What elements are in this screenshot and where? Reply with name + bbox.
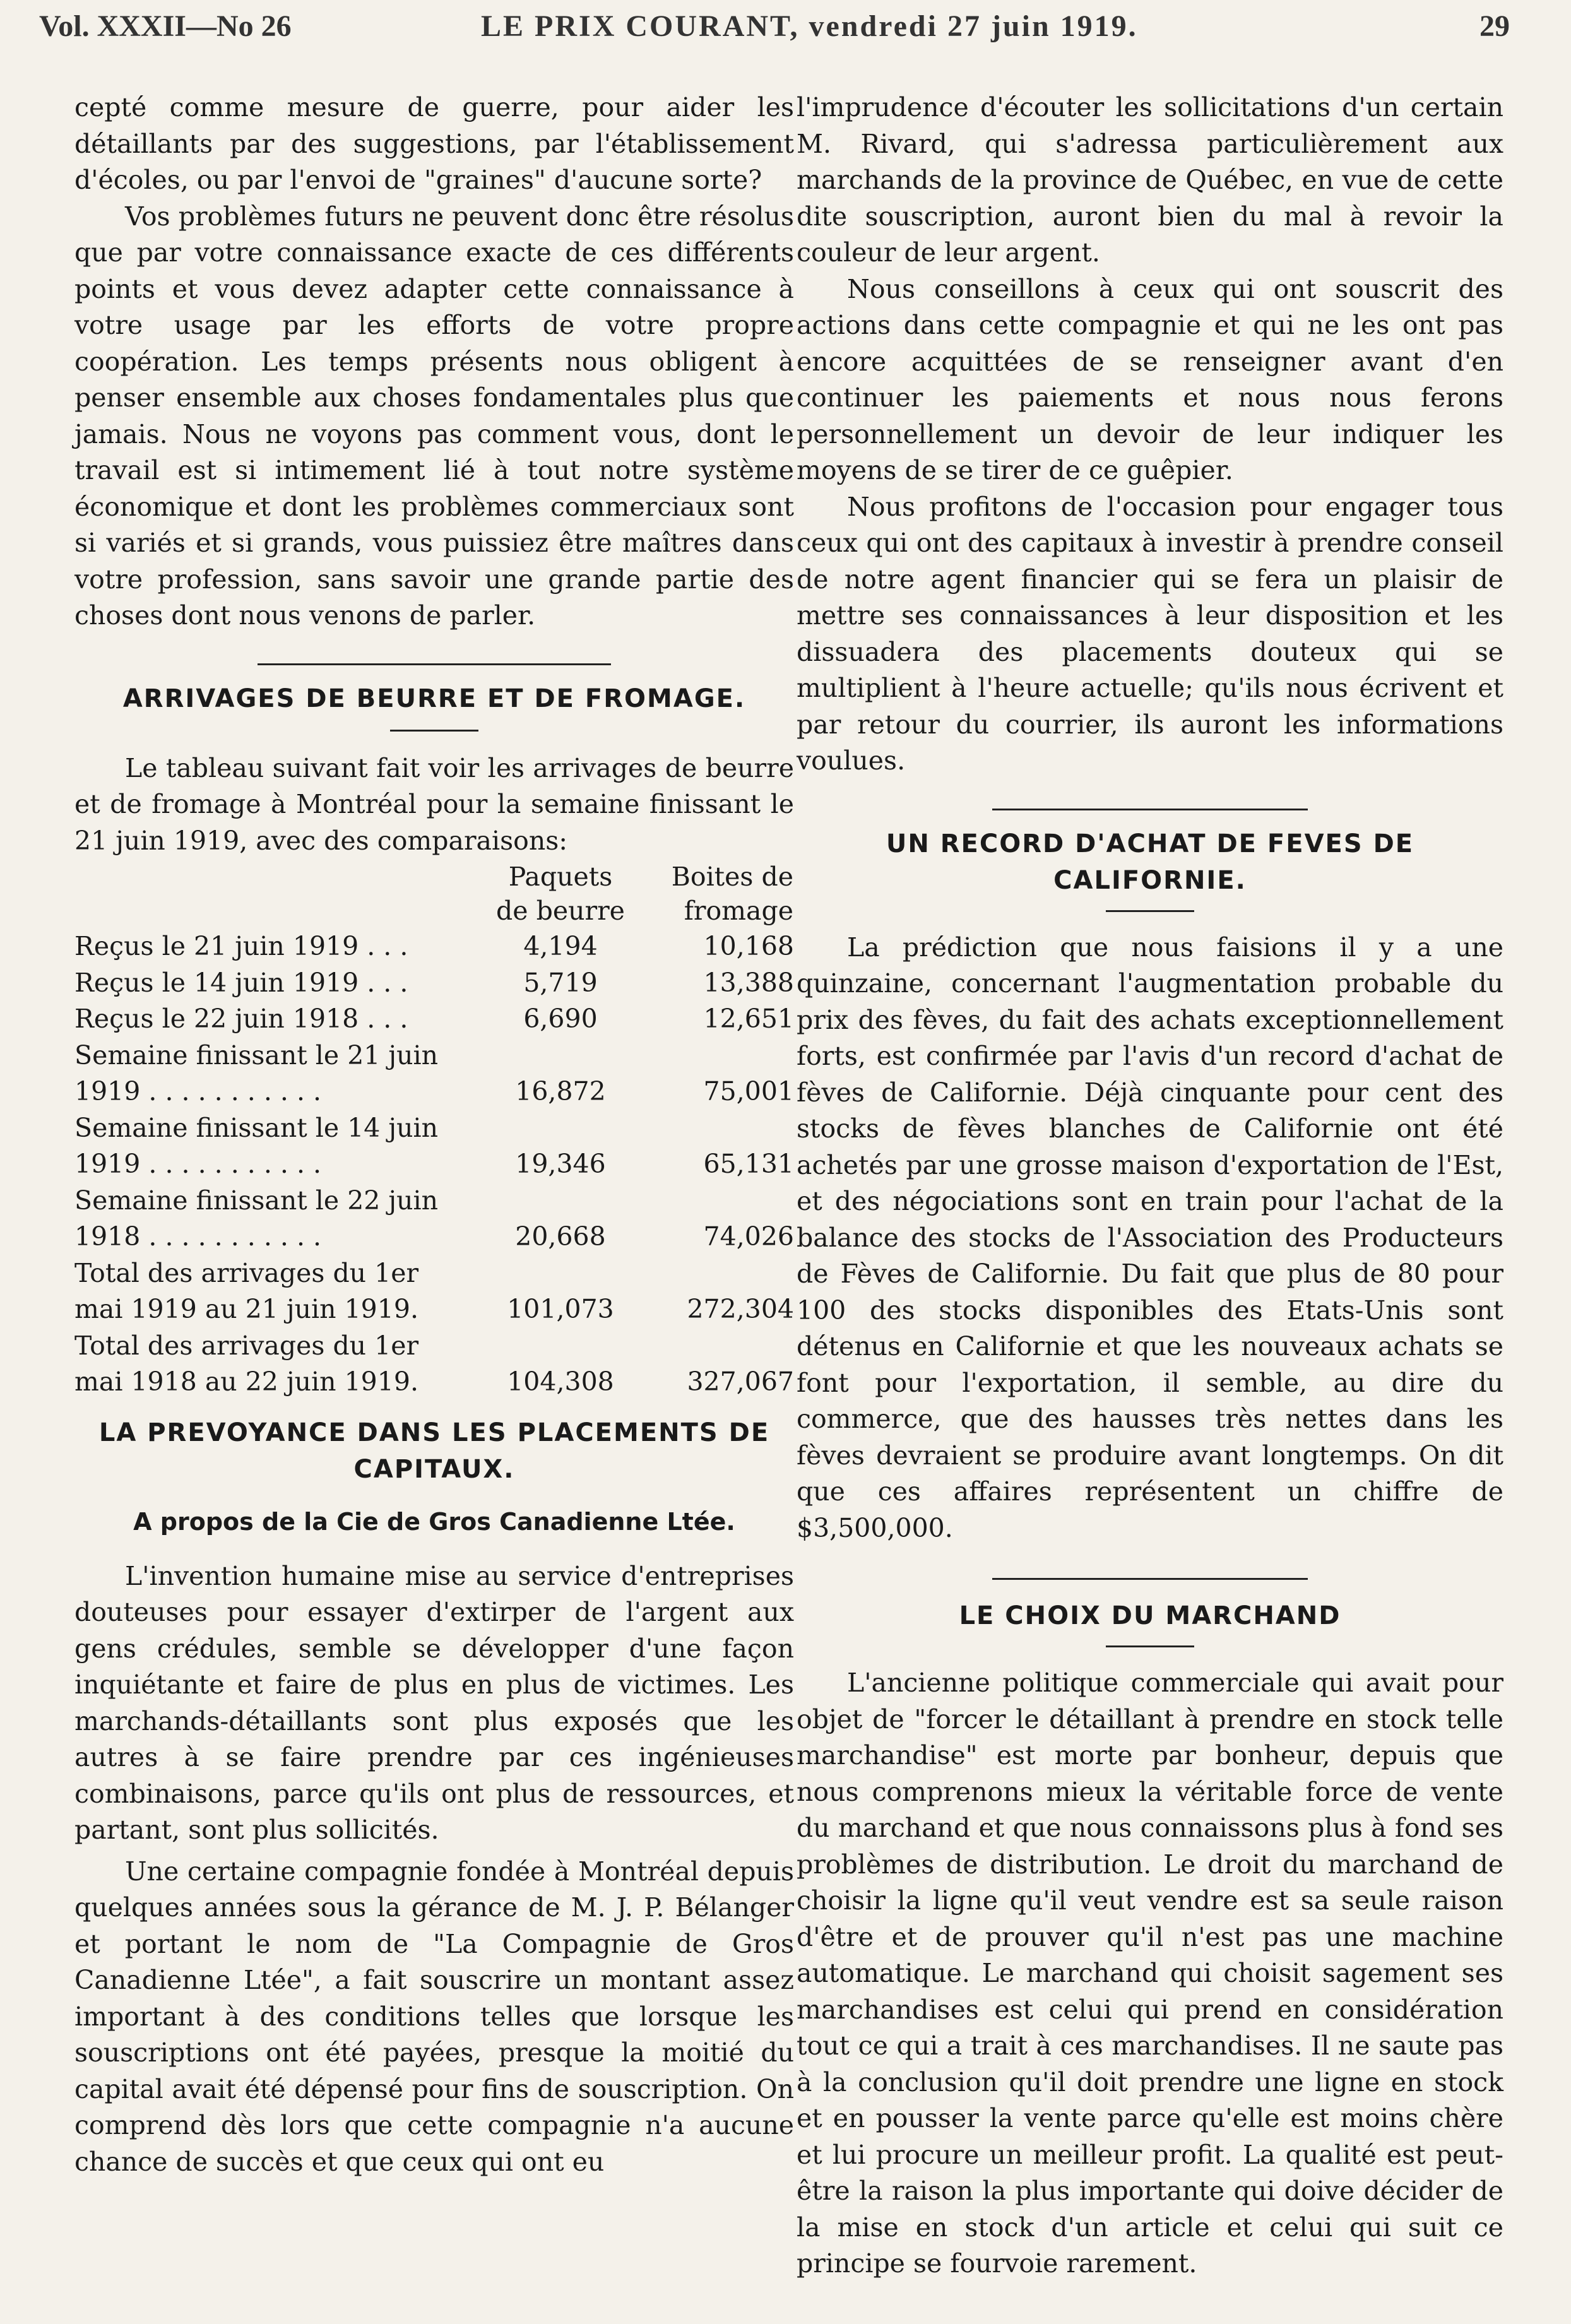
feves-title-line2: CALIFORNIE.: [1053, 865, 1247, 895]
section-divider: [992, 1578, 1308, 1580]
beurre-value: 104,308: [507, 1367, 614, 1397]
fromage-value: 272,304: [687, 1294, 794, 1324]
arrivages-table: [74, 859, 794, 1401]
intro-paragraph-1: cepté comme mesure de guerre, pour aider les détaillants par des suggestions, par l'établissement d'écoles, ou par l'envoi de "graines" d'aucune sorte?: [74, 92, 794, 195]
row-label: Semaine finissant le 14 juin: [74, 1112, 439, 1143]
row-label: Semaine finissant le 21 juin: [74, 1040, 439, 1070]
continuation-paragraph-2: Nous conseillons à ceux qui ont souscrit des actions dans cette compagnie et qui ne les ont pas encore acquittées de se renseigner avant d'en continuer les paiements et nous nous ferons personnellement un devoir de leur indiquer les moyens de se tirer de ce guêpier.: [797, 273, 1503, 485]
row-label-continued: 1918 . . . . . . . . . . .: [74, 1221, 322, 1252]
title-underline: [1106, 1645, 1194, 1647]
prevoyance-subtitle: A propos de la Cie de Gros Canadienne Ltée.: [133, 1507, 735, 1536]
row-label-continued: mai 1919 au 21 juin 1919.: [74, 1294, 418, 1324]
feves-title: [797, 826, 1503, 899]
row-label-continued: 1919 . . . . . . . . . . .: [74, 1149, 322, 1179]
volume-number: Vol. XXXII—No 26: [39, 9, 292, 43]
table-row: [74, 1183, 794, 1255]
feves-paragraph: La prédiction que nous faisions il y a une quinzaine, concernant l'augmentation probable du prix des fèves, du fait des achats exceptionnellement forts, est confirmée par l'avis d'un record d'achat de fèves de Californie. Déjà cinquante pour cent des stocks de fèves blanches de Californie ont été achetés par une grosse maison d'exportation de l'Est, et des négociations sont en train pour l'achat de la balance des stocks de l'Association des Producteurs de Fèves de Californie. Du fait que plus de 80 pour 100 des stocks disponibles des Etats-Unis sont détenus en Californie et que les nouveaux achats se font pour l'exportation, il semble, au dire du commerce, que des hausses très nettes dans les fèves devraient se produire avant longtemps. On dit que ces affaires représentent un chiffre de $3,500,000.: [797, 932, 1503, 1543]
fromage-value: 13,388: [703, 967, 794, 998]
row-label-cell: [74, 1001, 485, 1038]
row-label: Total des arrivages du 1er: [74, 1330, 419, 1361]
title-underline: [390, 730, 478, 732]
row-label-continued: mai 1918 au 22 juin 1919.: [74, 1367, 418, 1397]
header-fromage-line2: fromage: [684, 896, 793, 926]
publication-line: LE PRIX COURANT, vendredi 27 juin 1919.: [481, 9, 1138, 43]
fromage-value: 327,067: [687, 1367, 794, 1397]
prevoyance-title: [74, 1414, 794, 1488]
continuation-paragraph-3: Nous profitons de l'occasion pour engager tous ceux qui ont des capitaux à investir à prendre conseil de notre agent financier qui se fera un plaisir de mettre ses connaissances à leur disposition et les dissuadera des placements douteux qui se multiplient à l'heure actuelle; qu'ils nous écrivent et par retour du courrier, ils auront les informations voulues.: [797, 491, 1503, 776]
prevoyance-paragraph-1: L'invention humaine mise au service d'entreprises douteuses pour essayer d'extirper de l'argent aux gens crédules, semble se développer d'une façon inquiétante et faire de plus en plus de victimes. Les marchands-détaillants sont plus exposés que les autres à se faire prendre par ces ingénieuses combinaisons, parce qu'ils ont plus de ressources, et partant, sont plus sollicités.: [74, 1560, 794, 1845]
beurre-value: 5,719: [523, 967, 598, 998]
table-header-row: [74, 859, 794, 928]
choix-title: LE CHOIX DU MARCHAND: [959, 1601, 1341, 1630]
fromage-value: 12,651: [703, 1004, 794, 1034]
beurre-value: 101,073: [507, 1294, 614, 1324]
prevoyance-title-line2: CAPITAUX.: [353, 1454, 515, 1484]
arrivages-title: ARRIVAGES DE BEURRE ET DE FROMAGE.: [122, 684, 746, 713]
right-column: [797, 90, 1503, 2282]
row-label: Semaine finissant le 22 juin: [74, 1185, 439, 1216]
page-header: [39, 0, 1510, 63]
header-beurre-line2: de beurre: [496, 896, 625, 926]
fromage-value: 75,001: [703, 1076, 794, 1106]
header-fromage: [636, 859, 794, 928]
feves-title-line1: UN RECORD D'ACHAT DE FEVES DE: [886, 829, 1414, 858]
prevoyance-paragraph-2: Une certaine compagnie fondée à Montréal depuis quelques années sous la gérance de M. J. P. Bélanger et portant le nom de "La Compagnie de Gros Canadienne Ltée", a fait souscrire un montant assez important à des conditions telles que lorsque les souscriptions ont été payées, presque la moitié du capital avait été dépensé pour fins de souscription. On comprend dès lors que cette compagnie n'a aucune chance de succès et que ceux qui ont eu: [74, 1856, 794, 2177]
title-underline: [1106, 910, 1194, 912]
row-label: Reçus le 14 juin 1919 . . .: [74, 967, 408, 998]
header-fromage-line1: Boites de: [671, 862, 793, 892]
section-divider: [992, 809, 1308, 810]
beurre-value: 19,346: [515, 1149, 606, 1179]
fromage-value: 10,168: [703, 931, 794, 961]
intro-paragraph-2: Vos problèmes futurs ne peuvent donc être résolus que par votre connaissance exacte de ces différents points et vous devez adapter cette connaissance à votre usage par les efforts de votre propre coopération. Les temps présents nous obligent à penser ensemble aux choses fondamentales plus que jamais. Nous ne voyons pas comment vous, dont le travail est si intimement lié à tout notre système économique et dont les problèmes commerciaux sont si variés et si grands, vous puissiez être maîtres dans votre profession, sans savoir une grande partie des choses dont nous venons de parler.: [74, 201, 794, 631]
row-label-cell: [74, 928, 485, 965]
row-label-cell: [74, 1038, 485, 1110]
header-beurre: [485, 859, 636, 928]
table-header-empty: [74, 859, 485, 928]
choix-paragraph: L'ancienne politique commerciale qui avait pour objet de "forcer le détaillant à prendre en stock telle marchandise" est morte par bonheur, depuis que nous comprenons mieux la véritable force de vente du marchand et que nous connaissons plus à fond ses problèmes de distribution. Le droit du marchand de choisir la ligne qu'il veut vendre est sa seule raison d'être et de prouver qu'il n'est pas une machine automatique. Le marchand qui choisit sagement ses marchandises est celui qui prend en considération tout ce qui a trait à ces marchandises. Il ne saute pas à la conclusion qu'il doit prendre une ligne en stock et en pousser la vente parce qu'elle est moins chère et lui procure un meilleur profit. La qualité est peut-être la raison la plus importante qui doive décider de la mise en stock d'un article et celui qui suit ce principe se fourvoie rarement.: [797, 1668, 1503, 2279]
section-divider: [258, 663, 611, 665]
row-label: Reçus le 22 juin 1918 . . .: [74, 1004, 408, 1034]
beurre-value: 6,690: [523, 1004, 598, 1034]
table-row: [74, 1328, 794, 1401]
row-label: Reçus le 21 juin 1919 . . .: [74, 931, 408, 961]
continuation-paragraph-1: l'imprudence d'écouter les sollicitations d'un certain M. Rivard, qui s'adressa particulièrement aux marchands de la province de Québec, en vue de cette dite souscription, auront bien du mal à revoir la couleur de leur argent.: [797, 92, 1503, 268]
row-label-cell: [74, 965, 485, 1002]
page-number: 29: [1479, 9, 1510, 43]
arrivages-intro: Le tableau suivant fait voir les arrivages de beurre et de fromage à Montréal pour la semaine finissant le 21 juin 1919, avec des comparaisons:: [74, 752, 794, 856]
table-row: [74, 1001, 794, 1038]
prevoyance-title-line1: LA PREVOYANCE DANS LES PLACEMENTS DE: [98, 1418, 770, 1447]
arrivages-table-body: [74, 928, 794, 1401]
table-row: [74, 965, 794, 1002]
fromage-value: 65,131: [703, 1149, 794, 1179]
header-beurre-line1: Paquets: [508, 862, 613, 892]
row-label-cell: [74, 1328, 485, 1401]
beurre-value: 20,668: [515, 1221, 606, 1252]
row-label-cell: [74, 1110, 485, 1183]
beurre-value: 4,194: [523, 931, 598, 961]
table-row: [74, 928, 794, 965]
row-label-cell: [74, 1183, 485, 1255]
row-label-cell: [74, 1255, 485, 1328]
table-row: [74, 1255, 794, 1328]
row-label: Total des arrivages du 1er: [74, 1257, 419, 1288]
left-column: [74, 90, 794, 2180]
row-label-continued: 1919 . . . . . . . . . . .: [74, 1076, 322, 1106]
beurre-value: 16,872: [515, 1076, 606, 1106]
table-row: [74, 1038, 794, 1110]
table-row: [74, 1110, 794, 1183]
fromage-value: 74,026: [703, 1221, 794, 1252]
